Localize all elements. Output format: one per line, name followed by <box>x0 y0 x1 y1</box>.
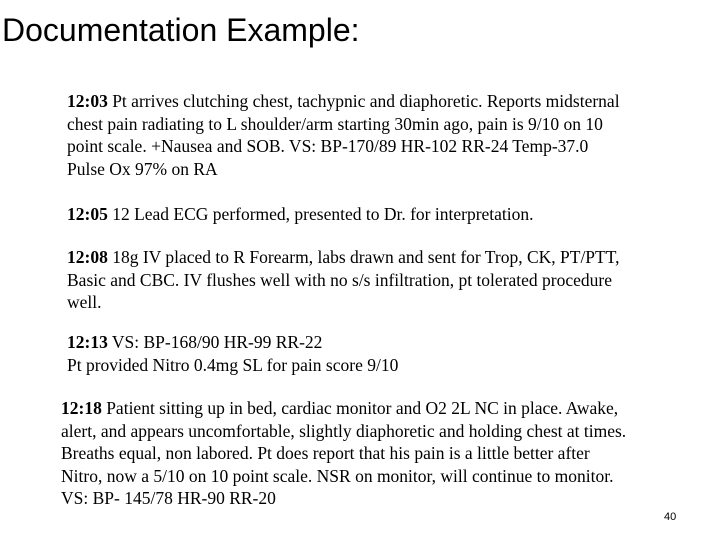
log-entry-1205 <box>67 203 534 226</box>
entry-time: 12:05 <box>67 204 108 224</box>
entry-text: Pt arrives clutching chest, tachypnic and diaphoretic. Reports midsternal <box>112 91 620 111</box>
entry-text: chest pain radiating to L shoulder/arm starting 30min ago, pain is 9/10 on 10 <box>67 113 603 134</box>
entry-time: 12:03 <box>67 91 108 111</box>
entry-text: Basic and CBC. IV flushes well with no s/s infiltration, pt tolerated procedure <box>67 269 612 290</box>
entry-text: VS: BP-168/90 HR-99 RR-22 <box>111 332 323 352</box>
entry-line <box>61 397 626 420</box>
entry-text: 18g IV placed to R Forearm, labs drawn and sent for Trop, CK, PT/PTT, <box>112 247 620 267</box>
page-number: 40 <box>664 511 677 523</box>
entry-text: Breaths equal, non labored. Pt does report that his pain is a little better after <box>61 443 590 463</box>
log-entry-1208 <box>67 246 620 314</box>
log-entry-1218 <box>61 397 626 510</box>
entry-text: Pt provided Nitro 0.4mg SL for pain score 9/10 <box>67 354 399 375</box>
entry-line <box>67 331 398 354</box>
entry-line <box>67 203 534 226</box>
entry-text: well. <box>67 292 102 312</box>
slide-title: Documentation Example: <box>2 12 360 48</box>
entry-line <box>67 90 620 113</box>
entry-time: 12:08 <box>67 247 108 267</box>
entry-time: 12:18 <box>61 398 102 418</box>
entry-text: Nitro, now a 5/10 on 10 point scale. NSR on monitor, will continue to monitor. <box>61 465 614 486</box>
entry-text: point scale. +Nausea and SOB. VS: BP-170/89 HR-102 RR-24 Temp-37.0 <box>67 136 589 156</box>
entry-text: 12 Lead ECG performed, presented to Dr. for interpretation. <box>112 204 534 224</box>
entry-line <box>67 246 620 269</box>
entry-text: alert, and appears uncomfortable, slightly diaphoretic and holding chest at times. <box>61 420 627 441</box>
entry-text: VS: BP- 145/78 HR-90 RR-20 <box>61 488 276 508</box>
log-entry-1213 <box>67 331 398 376</box>
entry-text: Patient sitting up in bed, cardiac monitor and O2 2L NC in place. Awake, <box>106 398 619 418</box>
entry-time: 12:13 <box>67 332 108 352</box>
log-entry-1203 <box>67 90 620 180</box>
entry-text: Pulse Ox 97% on RA <box>67 158 218 179</box>
